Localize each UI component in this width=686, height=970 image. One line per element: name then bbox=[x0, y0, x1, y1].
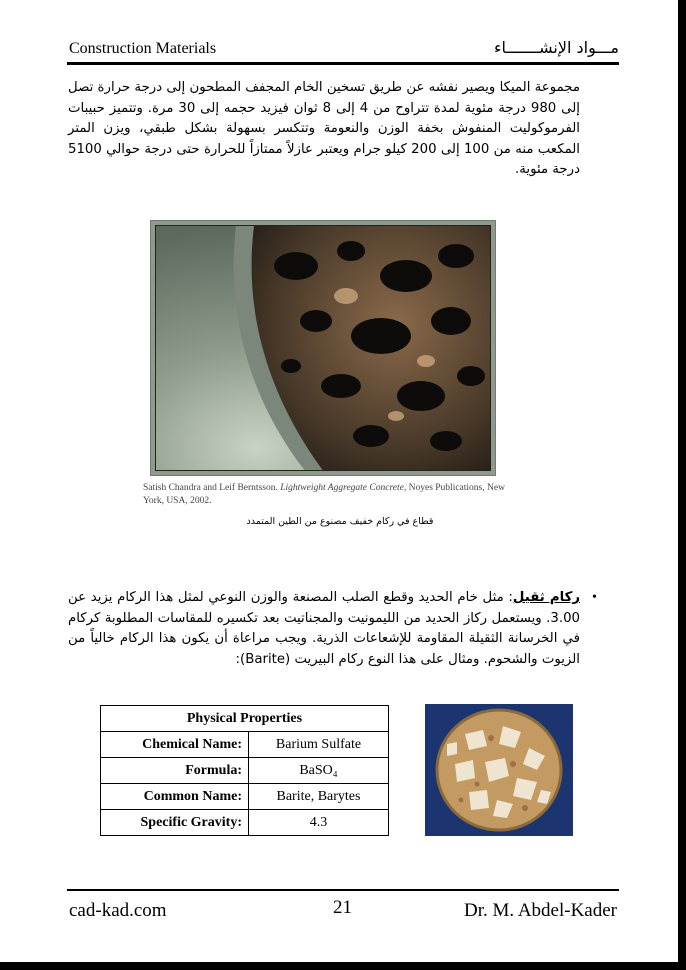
paragraph-vermiculite: مجموعة الميكا ويصير نفشه عن طريق تسخين الخام المجفف المطحون إلى درجة حرارة تصل إلى 980 درجة مئوية لمدة تتراوح من 4 إلى 8 ثوان فيزيد حجمه إلى 30 مرة. وتتميز حبيبات الفرموكوليت المنفوش بخفة الوزن والنعومة وتتكسر بسهولة بشكل طبقي، ويزن المتر المكعب منه من 100 إلى 200 كيلو جرام ويعتبر عازلاً ممتازاً للحرارة حتى درجة حوالي 5100 درجة مئوية. bbox=[68, 80, 580, 177]
heavy-aggregate-text: : مثل خام الحديد وقطع الصلب المصنعة والوزن النوعي لمثل هذا الركام يزيد عن 3.00. ويستعمل ركاز الحديد من الليمونيت والمجناتيت بعد تكسيره للمقاسات المطلوبة كركام في الخرسانة الثقيلة المقاومة للإشعاعات الذرية. ويجب مراعاة أن يكون هذا الركام خالياً من الزيوت والشحوم. ومثال على هذا النوع ركام البيريت (Barite): bbox=[68, 590, 580, 667]
header-title-english: Construction Materials bbox=[69, 40, 217, 57]
table-row bbox=[101, 732, 389, 758]
barite-sample-image bbox=[425, 704, 573, 836]
figure-caption: قطاع في ركام خفيف مصنوع من الطين المتمدد bbox=[246, 516, 434, 527]
table-header-row bbox=[101, 706, 389, 732]
table-row bbox=[101, 758, 389, 784]
table-row bbox=[101, 784, 389, 810]
barite-sample-photo bbox=[425, 704, 573, 836]
bullet-marker: • bbox=[592, 590, 597, 605]
footer-rule bbox=[67, 889, 619, 891]
aggregate-section-image bbox=[156, 226, 491, 471]
footer-author: Dr. M. Abdel-Kader bbox=[463, 900, 617, 921]
table-title: Physical Properties bbox=[101, 706, 389, 732]
page-number: 21 bbox=[333, 897, 352, 918]
header-title-arabic: مـــواد الإنشـــــــاء bbox=[493, 38, 619, 57]
header-rule bbox=[67, 62, 619, 65]
figure-credit bbox=[143, 482, 513, 508]
page-shadow-right bbox=[678, 0, 686, 970]
property-key: Formula: bbox=[101, 758, 249, 784]
property-value: Barium Sulfate bbox=[249, 732, 389, 758]
property-key: Specific Gravity: bbox=[101, 810, 249, 836]
property-value: 4.3 bbox=[249, 810, 389, 836]
property-value: Barite, Barytes bbox=[249, 784, 389, 810]
credit-authors: Satish Chandra and Leif Berntsson. bbox=[143, 483, 278, 493]
credit-title: Lightweight Aggregate Concrete, bbox=[280, 483, 407, 493]
page-shadow-bottom bbox=[0, 962, 686, 970]
property-value: BaSO₄ bbox=[249, 758, 389, 784]
physical-properties-table bbox=[100, 705, 389, 836]
paragraph-heavy-aggregate bbox=[68, 588, 580, 670]
property-key: Common Name: bbox=[101, 784, 249, 810]
heavy-aggregate-keyword: ركام ثقيل bbox=[512, 590, 580, 605]
property-key: Chemical Name: bbox=[101, 732, 249, 758]
aggregate-section-photo bbox=[150, 220, 496, 476]
credit-publisher: Noyes Publications, New York, USA, 2002. bbox=[143, 483, 505, 506]
footer-website: cad-kad.com bbox=[69, 900, 167, 921]
table-row bbox=[101, 810, 389, 836]
